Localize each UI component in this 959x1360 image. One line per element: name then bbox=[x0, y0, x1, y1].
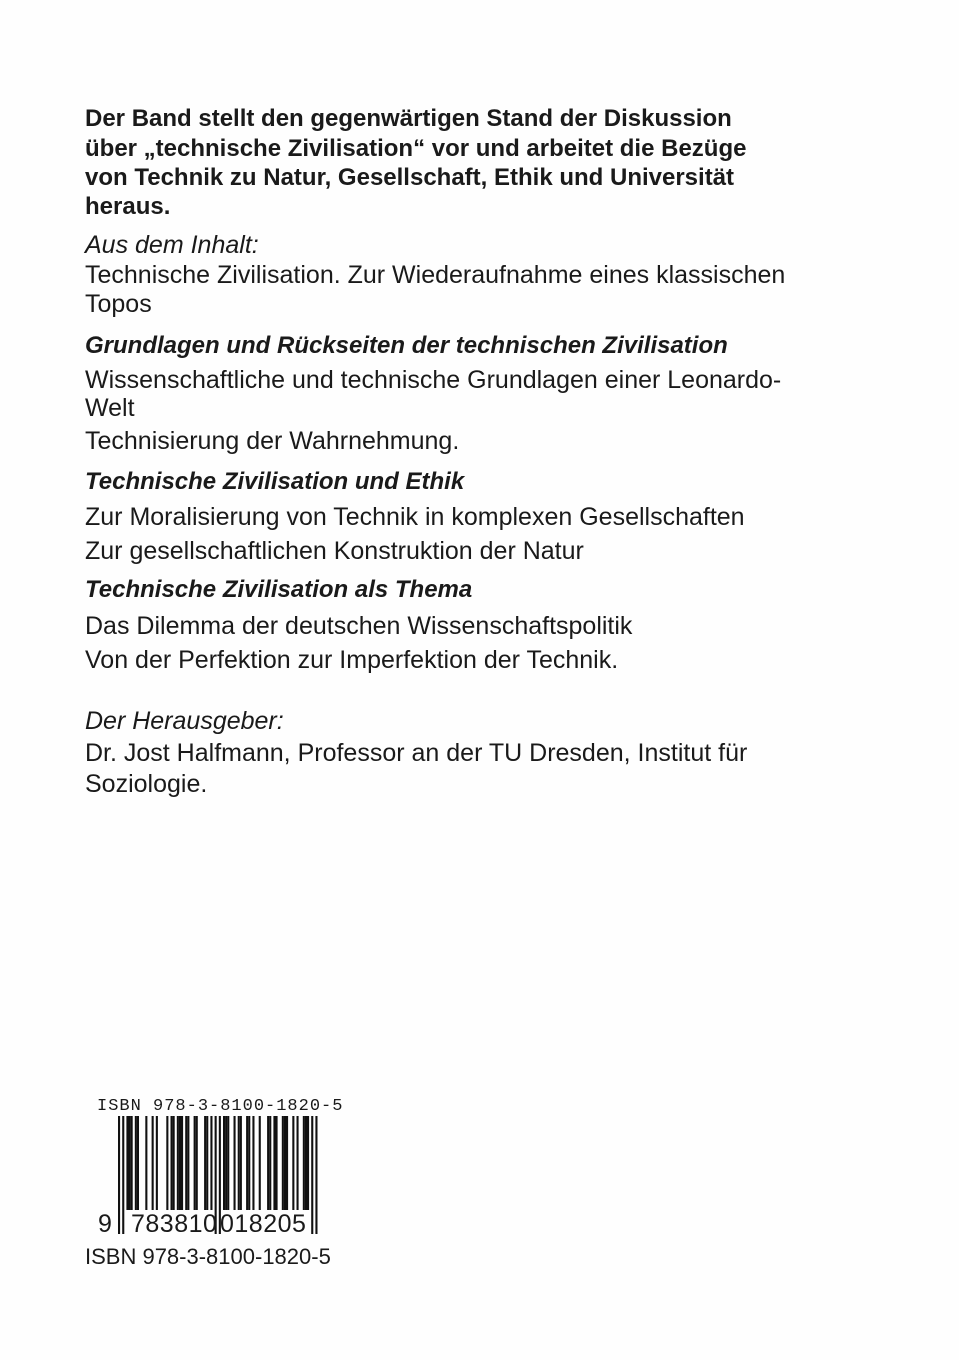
barcode-bar bbox=[152, 1116, 154, 1210]
barcode-bar bbox=[307, 1116, 309, 1210]
barcode-bar bbox=[173, 1116, 175, 1210]
ean-first-digit: 9 bbox=[98, 1210, 112, 1238]
barcode-bar bbox=[185, 1116, 187, 1210]
barcode-bar bbox=[206, 1116, 208, 1210]
barcode-bar bbox=[166, 1116, 168, 1210]
ean-right-digits: 018205 bbox=[220, 1210, 307, 1238]
contents-label: Aus dem Inhalt: bbox=[85, 231, 259, 259]
barcode-bar bbox=[276, 1116, 278, 1210]
barcode-bar bbox=[177, 1116, 179, 1210]
barcode-bar bbox=[267, 1116, 269, 1210]
barcode-bar bbox=[227, 1116, 229, 1210]
chapter-line: Technisierung der Wahrnehmung. bbox=[85, 427, 460, 455]
blurb-line: Der Band stellt den gegenwärtigen Stand der Diskussion bbox=[85, 105, 732, 132]
barcode-bar bbox=[122, 1116, 124, 1234]
barcode-bar bbox=[269, 1116, 271, 1210]
barcode-bar bbox=[282, 1116, 284, 1210]
barcode-bar bbox=[259, 1116, 261, 1210]
barcode-bar bbox=[131, 1116, 133, 1210]
barcode-bar bbox=[311, 1116, 313, 1234]
chapter-line: Das Dilemma der deutschen Wissenschaftspolitik bbox=[85, 612, 633, 640]
barcode-bar bbox=[137, 1116, 139, 1210]
editor-label: Der Herausgeber: bbox=[85, 707, 284, 735]
barcode-bar bbox=[223, 1116, 225, 1210]
barcode-bar bbox=[238, 1116, 240, 1210]
barcode-bar bbox=[252, 1116, 254, 1210]
barcode-bar bbox=[286, 1116, 288, 1210]
barcode-bar bbox=[171, 1116, 173, 1210]
blurb-line: über „technische Zivilisation“ vor und arbeitet die Bezüge bbox=[85, 135, 747, 162]
barcode-bar bbox=[240, 1116, 242, 1210]
chapter-line: Zur Moralisierung von Technik in komplexen Gesellschaften bbox=[85, 503, 745, 531]
section-title: Technische Zivilisation und Ethik bbox=[85, 468, 465, 495]
chapter-line: Topos bbox=[85, 290, 152, 318]
editor-line: Soziologie. bbox=[85, 770, 208, 798]
barcode-bar bbox=[135, 1116, 137, 1210]
barcode-bar bbox=[210, 1116, 212, 1210]
isbn-top: ISBN 978-3-8100-1820-5 bbox=[97, 1097, 344, 1116]
barcode-bar bbox=[315, 1116, 317, 1234]
ean-left-digits: 783810 bbox=[131, 1210, 218, 1238]
barcode-bar bbox=[297, 1116, 299, 1210]
section-title: Grundlagen und Rückseiten der technischen Zivilisation bbox=[85, 332, 728, 359]
section-title: Technische Zivilisation als Thema bbox=[85, 576, 473, 603]
blurb-line: heraus. bbox=[85, 193, 171, 220]
barcode-bar bbox=[234, 1116, 236, 1210]
barcode-bar bbox=[194, 1116, 196, 1210]
barcode-bar bbox=[118, 1116, 120, 1234]
barcode-bar bbox=[179, 1116, 181, 1210]
isbn-bottom: ISBN 978-3-8100-1820-5 bbox=[85, 1244, 331, 1269]
barcode-bar bbox=[284, 1116, 286, 1210]
barcode-bar bbox=[303, 1116, 305, 1210]
blurb-line: von Technik zu Natur, Gesellschaft, Ethik und Universität bbox=[85, 164, 735, 191]
barcode-bar bbox=[126, 1116, 128, 1210]
barcode-bar bbox=[187, 1116, 189, 1210]
barcode-bar bbox=[145, 1116, 147, 1210]
chapter-line: Zur gesellschaftlichen Konstruktion der Natur bbox=[85, 537, 584, 565]
barcode-bar bbox=[246, 1116, 248, 1210]
editor-line: Dr. Jost Halfmann, Professor an der TU Dresden, Institut für bbox=[85, 739, 748, 767]
barcode-bar bbox=[248, 1116, 250, 1210]
chapter-line: Technische Zivilisation. Zur Wiederaufnahme eines klassischen bbox=[85, 261, 786, 289]
barcode-bar bbox=[129, 1116, 131, 1210]
barcode-bar bbox=[225, 1116, 227, 1210]
barcode-bar bbox=[273, 1116, 275, 1210]
barcode-bar bbox=[156, 1116, 158, 1210]
barcode-bar bbox=[196, 1116, 198, 1210]
chapter-line: Welt bbox=[85, 394, 135, 422]
chapter-line: Wissenschaftliche und technische Grundlagen einer Leonardo- bbox=[85, 366, 782, 394]
barcode-bar bbox=[292, 1116, 294, 1210]
barcode-bar bbox=[181, 1116, 183, 1210]
chapter-line: Von der Perfektion zur Imperfektion der Technik. bbox=[85, 646, 619, 674]
barcode-bar bbox=[204, 1116, 206, 1210]
barcode-bar bbox=[305, 1116, 307, 1210]
